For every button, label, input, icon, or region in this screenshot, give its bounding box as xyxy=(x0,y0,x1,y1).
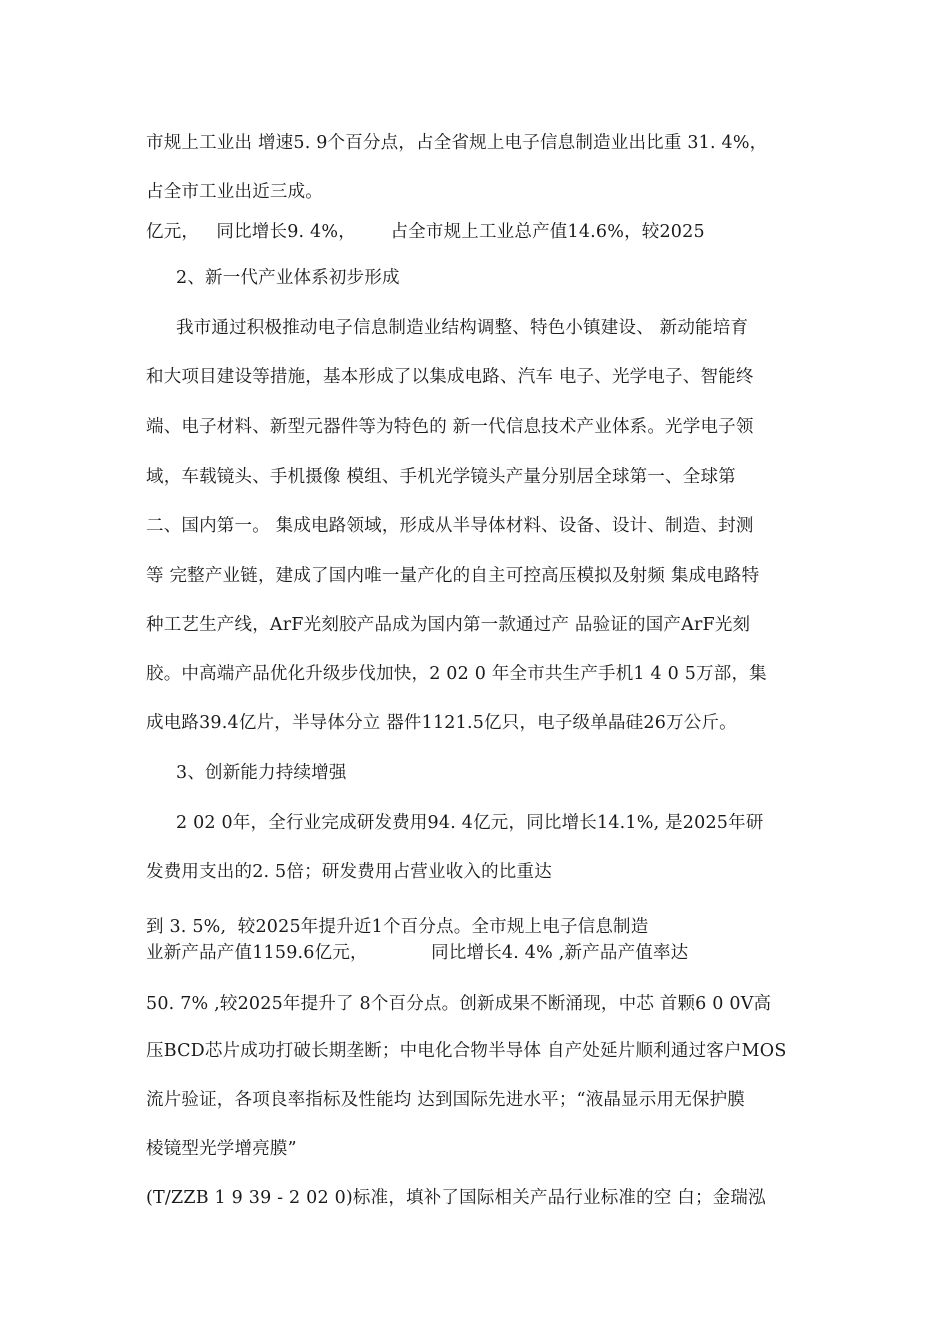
text-line: 胶。中高端产品优化升级步伐加快，2 02 0 年全市共生产手机1 4 0 5万部，集 xyxy=(146,664,767,684)
text-line: 到 3. 5%, 较2025年提升近1个百分点。全市规上电子信息制造 xyxy=(146,917,649,937)
text-line: 压BCD芯片成功打破长期垄断；中电化合物半导体 自产处延片顺利通过客户MOS xyxy=(146,1041,787,1061)
text-line: 亿元， 同比增长9. 4%， 占全市规上工业总产值14.6%，较2025 xyxy=(146,222,705,242)
text-line: 2 02 0年，全行业完成研发费用94. 4亿元，同比增长14.1%, 是2025年研 xyxy=(176,813,764,833)
text-line: 发费用支出的2. 5倍；研发费用占营业收入的比重达 xyxy=(146,862,552,882)
text-line: 端、电子材料、新型元器件等为特色的 新一代信息技术产业体系。光学电子领 xyxy=(146,417,754,437)
text-line: 成电路39.4亿片，半导体分立 器件1121.5亿只，电子级单晶硅26万公斤。 xyxy=(146,713,737,733)
section-heading: 2、新一代产业体系初步形成 xyxy=(176,268,400,288)
text-line: 棱镜型光学增亮膜” xyxy=(146,1139,297,1159)
text-line: 占全市工业出近三成。 xyxy=(146,182,323,202)
text-line: 和大项目建设等措施，基本形成了以集成电路、汽车 电子、光学电子、智能终 xyxy=(146,367,754,387)
text-line: 域，车载镜头、手机摄像 模组、手机光学镜头产量分别居全球第一、全球第 xyxy=(146,467,736,487)
section-heading: 3、创新能力持续增强 xyxy=(176,763,347,783)
text-line: 种工艺生产线，ArF光刻胶产品成为国内第一款通过产 品验证的国产ArF光刻 xyxy=(146,615,751,635)
text-line: 等 完整产业链，建成了国内唯一量产化的自主可控高压模拟及射频 集成电路特 xyxy=(146,566,760,586)
text-line: 流片验证，各项良率指标及性能均 达到国际先进水平；“液晶显示用无保护膜 xyxy=(146,1090,746,1110)
text-line: 二、国内第一。 集成电路领域，形成从半导体材料、设备、设计、制造、封测 xyxy=(146,516,754,536)
text-line: (T/ZZB 1 9 39 - 2 02 0)标准，填补了国际相关产品行业标准的空 白；金瑞泓 xyxy=(146,1188,766,1208)
text-line: 50. 7% ,较2025年提升了 8个百分点。创新成果不断涌现，中芯 首颗6 0 0V高 xyxy=(146,994,772,1014)
text-line: 业新产品产值1159.6亿元， 同比增长4. 4% ,新产品产值率达 xyxy=(146,943,689,963)
text-line: 我市通过积极推动电子信息制造业结构调整、特色小镇建设、 新动能培育 xyxy=(176,318,749,338)
text-line: 市规上工业出 增速5. 9个百分点，占全省规上电子信息制造业出比重 31. 4%， xyxy=(146,133,768,153)
